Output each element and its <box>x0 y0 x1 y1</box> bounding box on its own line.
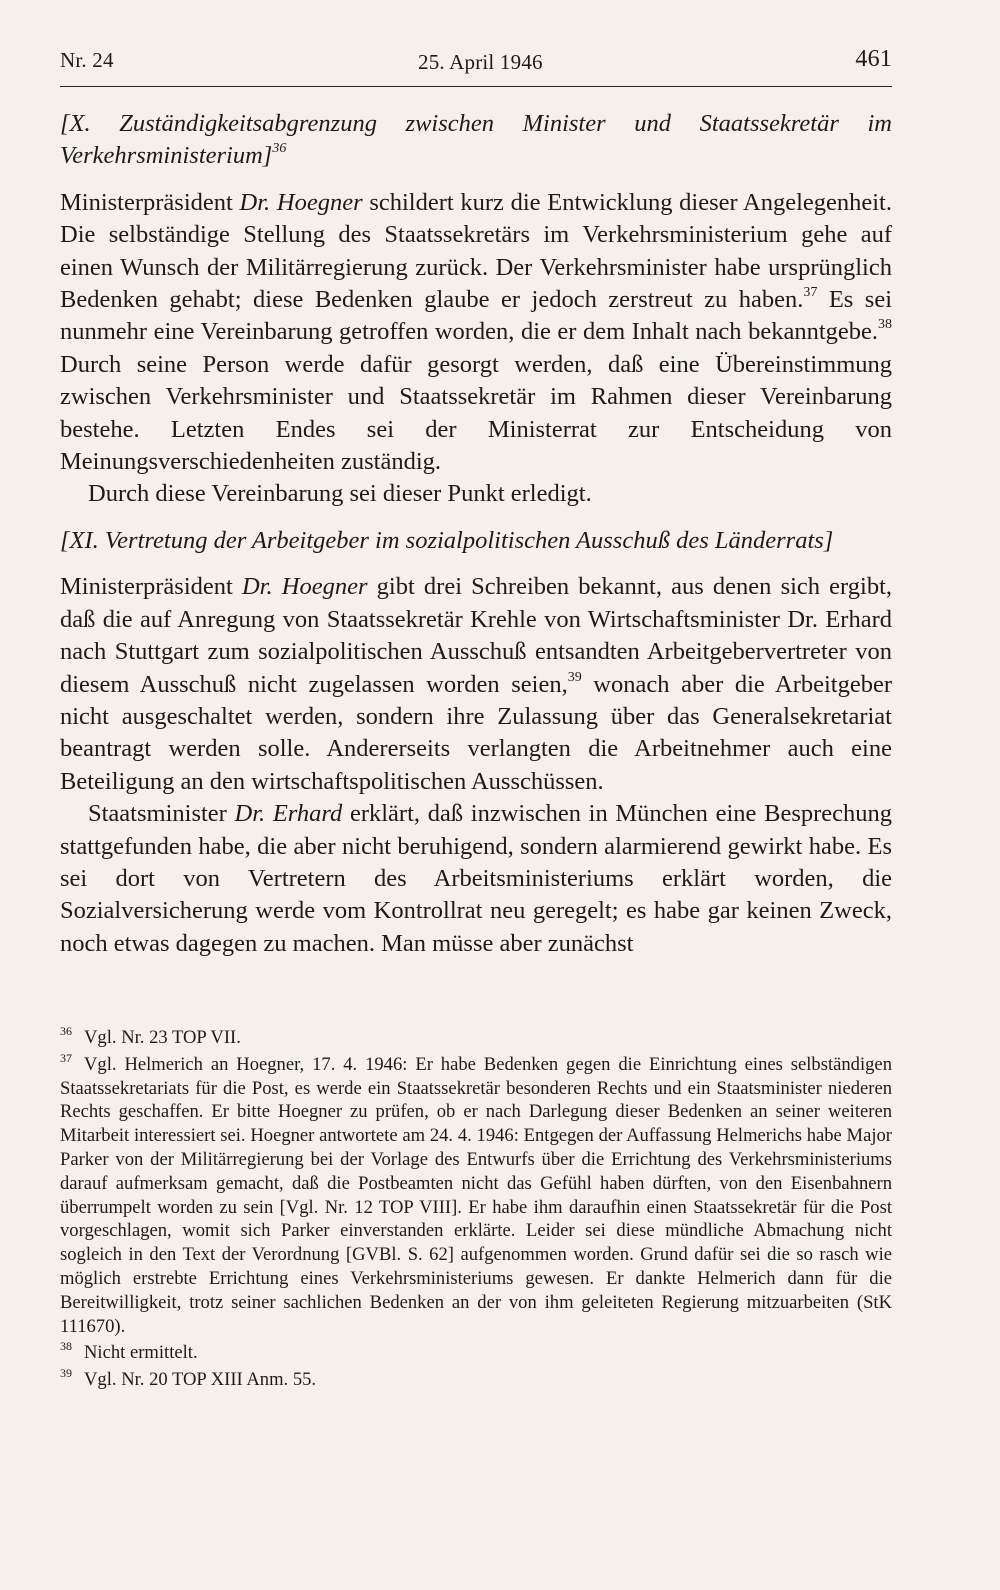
paragraph <box>60 187 892 479</box>
footnote-text: Nicht ermittelt. <box>84 1342 198 1364</box>
text-run: Ministerpräsident <box>60 188 233 216</box>
paragraph <box>60 571 892 798</box>
heading-title: Vertretung der Arbeitgeber im sozialpolitischen Ausschuß des Länderrats <box>104 526 824 554</box>
speaker-title: Dr. <box>234 800 266 828</box>
footnote-text: Vgl. Nr. 20 TOP XIII Anm. 55. <box>84 1369 317 1391</box>
section-heading-xi <box>60 525 892 557</box>
footnotes <box>60 1026 892 1395</box>
footnote-ref: 39 <box>567 669 582 685</box>
main-text <box>60 108 892 960</box>
footnote-ref: 37 <box>803 285 818 301</box>
footnote: 38 Nicht ermittelt. <box>60 1339 198 1364</box>
speaker-title: Dr. <box>241 573 273 601</box>
section-heading-x <box>60 108 892 173</box>
text-run: erklärt, daß inzwischen in München eine Besprechung stattgefunden habe, die aber nicht beruhigend, sondern alarmierend gewirkt habe. Es sei dort von Vertretern des Arbeitsministeriums erklärt worden, die Sozialversicherung werde vom Kontrollrat neu geregelt; es habe gar keinen Zweck, noch etwas dagegen zu machen. Man müsse aber zunächst <box>60 800 893 957</box>
speaker-name: Erhard <box>272 800 343 828</box>
text-run: schildert kurz die Entwicklung dieser Angelegenheit. Die selbständige Stellung des Staatssekretärs im Verkehrsministerium gehe auf einen Wunsch der Militärregierung zurück. Der Verkehrsminister habe ursprünglich Bedenken gehabt; diese Bedenken glaube er jedoch zerstreut zu haben. <box>60 188 892 314</box>
speaker-name: Hoegner <box>276 188 363 216</box>
text-run: Staatsminister <box>88 800 227 828</box>
speaker-name: Hoegner <box>281 573 368 601</box>
text-run: wonach aber die Arbeitgeber nicht ausgeschaltet werden, sondern ihre Zulassung über das Generalsekretariat beantragt werden solle. Andererseits verlangten die Arbeitnehmer auch eine Beteiligung an den wirtschaftspolitischen Ausschüssen. <box>60 670 892 795</box>
document-number: Nr. 24 <box>60 48 114 72</box>
paragraph <box>60 798 892 960</box>
document-date: 25. April 1946 <box>418 50 543 74</box>
heading-bracket-open: [XI. <box>60 526 99 554</box>
text-run: Es sei nunmehr eine Vereinbarung getroffen worden, die er dem Inhalt nach bekanntgebe. <box>60 286 892 346</box>
heading-bracket-close: ] <box>262 142 273 170</box>
heading-bracket-close: ] <box>823 526 834 554</box>
text-run: gibt drei Schreiben bekannt, aus denen sich ergibt, daß die auf Anregung von Staatssekretär Krehle von Wirtschaftsminister Dr. Erhard nach Stuttgart zum sozialpolitischen Ausschuß entsandten Arbeitgebervertreter von diesem Ausschuß nicht zugelassen worden seien, <box>60 573 893 698</box>
paragraph: Durch diese Vereinbarung sei dieser Punkt erledigt. <box>88 480 592 508</box>
footnote-text: Vgl. Nr. 23 TOP VII. <box>84 1027 241 1048</box>
footnote-ref: 38 <box>878 317 892 333</box>
running-head <box>60 44 892 78</box>
heading-title: Zuständigkeitsabgrenzung zwischen Minister und Staatssekretär im Verkehrsministerium <box>60 110 892 170</box>
text-run: Durch seine Person werde dafür gesorgt werden, daß eine Übereinstimmung zwischen Verkehrsminister und Staatssekretär im Rahmen dieser Vereinbarung bestehe. Letzten Endes sei der Ministerrat zur Entscheidung von Meinungsverschiedenheiten zuständig. <box>60 350 892 476</box>
heading-bracket-open: [X. <box>60 110 91 137</box>
speaker-title: Dr. <box>239 188 271 216</box>
page-number: 461 <box>855 46 892 72</box>
header-rule <box>60 86 892 87</box>
footnote: 36 Vgl. Nr. 23 TOP VII. <box>60 1024 241 1048</box>
footnote-text: Vgl. Helmerich an Hoegner, 17. 4. 1946: Er habe Bedenken gegen die Einrichtung eines selbständigen Staatssekretariats für die Post, es werde ein Staatssekretär besonderen Rechts und ein Staatsminister niederen Rechts geschaffen. Er bitte Hoegner zu prüfen, ob er nach Darlegung dieser Bedenken an seiner weiteren Mitarbeit interessiert sei. Hoegner antwortete am 24. 4. 1946: Entgegen der Auffassung Helmerichs habe Major Parker von der Militärregierung bei der Vorlage des Entwurfs über die Errichtung des Verkehrsministeriums darauf aufmerksam gemacht, daß die Postbeamten nicht das Gefühl haben dürften, von den Eisenbahnern überrumpelt worden zu sein [Vgl. Nr. 12 TOP VIII]. Er habe ihm daraufhin einen Staatssekretär für die Post vorgeschlagen, womit sich Parker einverstanden erklärte. Leider sei diese mündliche Abmachung nicht sogleich in den Text der Verordnung [GVBl. S. 62] aufgenommen worden. Grund dafür sei die so rasch wie möglich erstrebte Errichtung eines Verkehrsministeriums gewesen. Er dankte Helmerich dann für die Bereitwilligkeit, trotz seiner sachlichen Bedenken an der von ihm geleiteten Regierung mitzuarbeiten (StK 111670). <box>60 1053 892 1337</box>
footnote: 39 Vgl. Nr. 20 TOP XIII Anm. 55. <box>60 1366 317 1391</box>
footnote: 37 Vgl. Helmerich an Hoegner, 17. 4. 1946: Er habe Bedenken gegen die Einrichtung eines selbständigen Staatssekretariats für die Post, es werde ein Staatssekretär besonderen Rechts und ein Staatsminister niederen Rechts geschaffen. Er bitte Hoegner zu prüfen, ob er nach Darlegung dieser Bedenken an seiner weiteren Mitarbeit interessiert sei. Hoegner antwortete am 24. 4. 1946: Entgegen der Auffassung Helmerichs habe Major Parker von der Militärregierung bei der Vorlage des Entwurfs über die Errichtung des Verkehrsministeriums darauf aufmerksam gemacht, daß die Postbeamten nicht das Gefühl haben dürften, von den Eisenbahnern überrumpelt worden zu sein [Vgl. Nr. 12 TOP VIII]. Er habe ihm daraufhin einen Staatssekretär für die Post vorgeschlagen, womit sich Parker einverstanden erklärte. Leider sei diese mündliche Abmachung nicht sogleich in den Text der Verordnung [GVBl. S. 62] aufgenommen worden. Grund dafür sei die so rasch wie möglich erstrebte Errichtung eines Verkehrsministeriums gewesen. Er dankte Helmerich dann für die Bereitwilligkeit, trotz seiner sachlichen Bedenken an der von ihm geleiteten Regierung mitzuarbeiten (StK 111670). <box>60 1050 892 1337</box>
text-run: Ministerpräsident <box>60 573 233 601</box>
footnote-ref: 36 <box>272 141 287 157</box>
